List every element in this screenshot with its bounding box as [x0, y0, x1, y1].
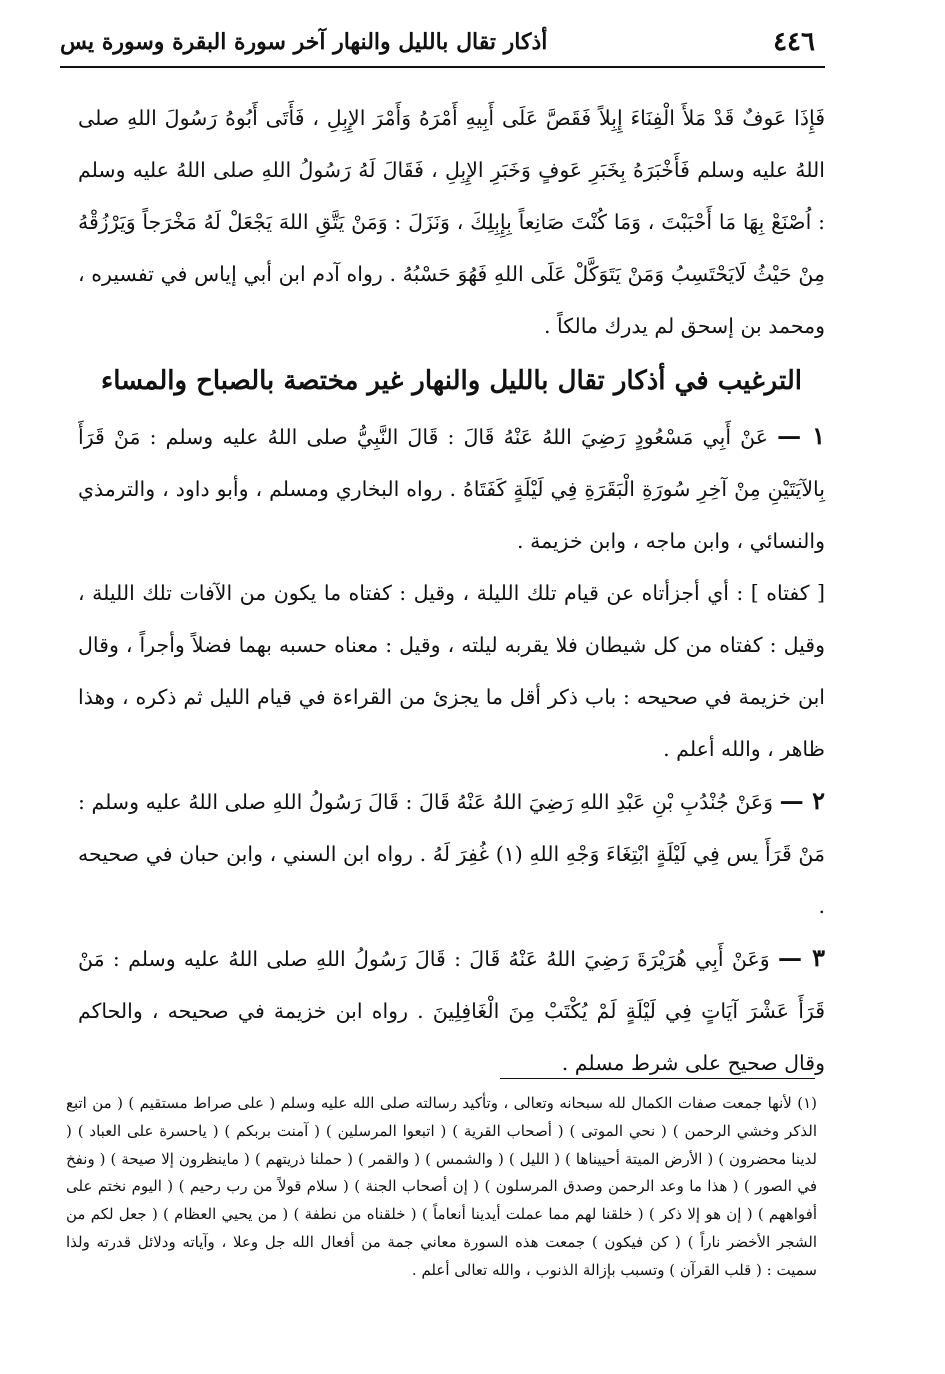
hadith-2	[78, 775, 825, 932]
gloss-1: [ كفتاه ] : أي أجزأتاه عن قيام تلك الليلة ، وقيل : كفتاه ما يكون من الآفات تلك الليلة ، وقيل : كفتاه من كل شيطان فلا يقربه ليلته ، وقيل : معناه حسبه بهما فضلاً وأجراً ، وقال ابن خزيمة في صحيحه : باب ذكر أقل ما يجزئ من القراءة في قيام الليل ثم ذكره ، وهذا ظاهر ، والله أعلم .	[78, 581, 825, 761]
page-number: ٤٤٦	[773, 27, 815, 57]
page-header	[60, 18, 815, 66]
section-heading: الترغيب في أذكار تقال بالليل والنهار غير مختصة بالصباح والمساء	[100, 366, 803, 396]
hadith-1	[78, 410, 825, 567]
hadith-2-number: ٢ —	[779, 786, 825, 815]
hadith-3-number: ٣ —	[777, 943, 825, 972]
hadith-3	[78, 932, 825, 1089]
hadith-2-text: وَعَنْ جُنْدُبِ بْنِ عَبْدِ اللهِ رَضِيَ اللهُ عَنْهُ قَالَ : قَالَ رَسُولُ اللهِ صلى اللهُ عليه وسلم : مَنْ قَرَأَ يس فِي لَيْلَةٍ ابْتِغَاءَ وَجْهِ اللهِ (١) غُفِرَ لَهُ . رواه ابن السني ، وابن حبان في صحيحه .	[78, 790, 825, 918]
header-rule	[60, 66, 825, 68]
intro-paragraph: فَإِذَا عَوفٌ قَدْ مَلأَ الْفِنَاءَ إِبِلاً فَقَصَّ عَلَى أَبِيهِ أَمْرَهُ وَأَمْرَ الإِبِلِ ، فَأَتَى أَبُوهُ رَسُولَ اللهِ صلى اللهُ عليه وسلم فَأَخْبَرَهُ بِخَبَرِ عَوفٍ وَخَبَرِ الإِبِلِ ، فَقَالَ لَهُ رَسُولُ اللهِ صلى اللهُ عليه وسلم : اُصْنَعْ بِهَا مَا أَحْبَبْتَ ، وَمَا كُنْتَ صَانِعاً بِإِبِلِكَ ، وَنَزَلَ : وَمَنْ يَتَّقِ اللهَ يَجْعَلْ لَهُ مَخْرَجاً وَيَرْزُقْهُ مِنْ حَيْثُ لَايَحْتَسِبُ وَمَنْ يَتَوَكَّلْ عَلَى اللهِ فَهُوَ حَسْبُهُ . رواه آدم ابن أبي إياس في تفسيره ، ومحمد بن إسحق لم يدرك مالكاً .	[78, 106, 825, 338]
running-title: أذكار تقال بالليل والنهار آخر سورة البقرة وسورة يس	[60, 29, 548, 55]
main-text	[78, 92, 825, 1089]
footnote-text: (١) لأنها جمعت صفات الكمال لله سبحانه وتعالى ، وتأكيد رسالته صلى الله عليه وسلم ( على صراط مستقيم ) ( من اتبع الذكر وخشي الرحمن ) ( نحي الموتى ) ( أصحاب القرية ) ( اتبعوا المرسلين ) ( آمنت بربكم ) ( ياحسرة على العباد ) ( لدينا محضرون ) ( الأرض الميتة أحييناها ) ( الليل ) ( والشمس ) ( والقمر ) ( حملنا ذريتهم ) ( ماينظرون إلا صيحة ) ( ونفخ في الصور ) ( هذا ما وعد الرحمن وصدق المرسلون ) ( إن أصحاب الجنة ) ( سلام قولاً من رب رحيم ) ( اليوم نختم على أفواههم ) ( إن هو إلا ذكر ) ( خلقنا لهم مما عملت أيدينا أنعاماً ) ( خلقناه من نطفة ) ( من يحيي العظام ) ( جعل لكم من الشجر الأخضر ناراً ) ( كن فيكون ) جمعت هذه السورة معاني جمة من أفعال الله جل وعلا ، وآياته ودلائل قدرته ولذا سميت : ( قلب القرآن ) وتسبب بإزالة الذنوب ، والله تعالى أعلم .	[66, 1094, 817, 1279]
footnote-rule	[500, 1078, 815, 1079]
hadith-1-text: عَنْ أَبِي مَسْعُودٍ رَضِيَ اللهُ عَنْهُ قَالَ : قَالَ النَّبِيُّ صلى اللهُ عليه وسلم : مَنْ قَرَأَ بِالآيَتَيْنِ مِنْ آخِرِ سُورَةِ الْبَقَرَةِ فِي لَيْلَةٍ كَفَتَاهُ . رواه البخاري ومسلم ، وأبو داود ، والترمذي والنسائي ، وابن ماجه ، وابن خزيمة .	[78, 425, 825, 553]
hadith-3-text: وَعَنْ أَبِي هُرَيْرَةَ رَضِيَ اللهُ عَنْهُ قَالَ : قَالَ رَسُولُ اللهِ صلى اللهُ عليه وسلم : مَنْ قَرَأَ عَشْرَ آيَاتٍ فِي لَيْلَةٍ لَمْ يُكْتَبْ مِنَ الْغَافِلِينَ . رواه ابن خزيمة في صحيحه ، والحاكم وقال صحيح على شرط مسلم .	[78, 947, 825, 1075]
hadith-1-number: ١ —	[777, 421, 825, 450]
footnote	[66, 1090, 817, 1285]
